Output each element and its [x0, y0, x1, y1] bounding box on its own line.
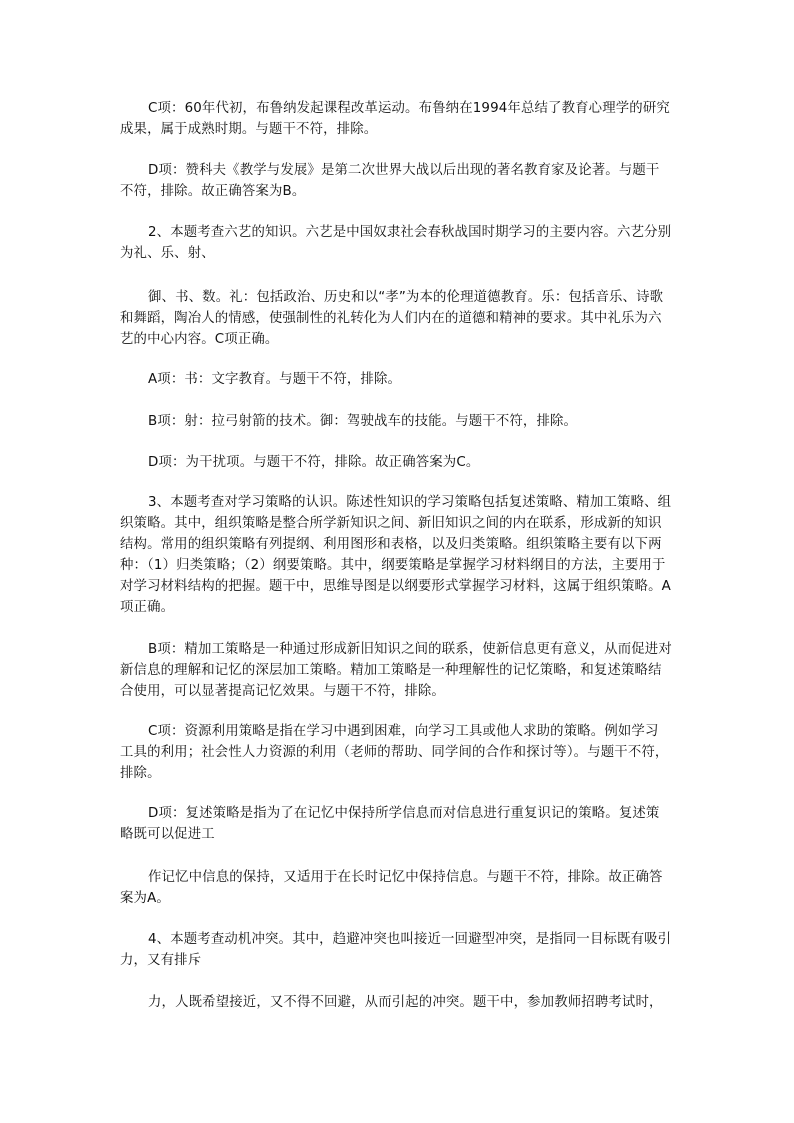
paragraph-6: B项：射：拉弓射箭的技术。御：驾驶战车的技能。与题干不符，排除。 [148, 414, 578, 429]
paragraph-7: D项：为干扰项。与题干不符，排除。故正确答案为C。 [148, 455, 480, 470]
paragraph-8: 3、本题考查对学习策略的认识。陈述性知识的学习策略包括复述策略、精加工策略、组织策略。其中，组织策略是整合所学新知识之间、新旧知识之间的内在联系，形成新的知识结构。常用的组织策略有列提纲、利用图形和表格，以及归类策略。组织策略主要有以下两种：（1）归类策略；（2）纲要策略。其中，纲要策略是掌握学习材料纲目的方法，主要用于对学习材料结构的把握。题干中，思维导图是以纲要形式掌握学习材料，这属于组织策略。A项正确。 [120, 495, 672, 615]
paragraph-9: B项：精加工策略是一种通过形成新旧知识之间的联系，使新信息更有意义，从而促进对新信息的理解和记忆的深层加工策略。精加工策略是一种理解性的记忆策略，和复述策略结合使用，可以显著提高记忆效果。与题干不符，排除。 [120, 642, 672, 699]
paragraph-13: 4、本题考查动机冲突。其中，趋避冲突也叫接近一回避型冲突，是指同一目标既有吸引力，又有排斥 [120, 932, 672, 968]
paragraph-1: C项：60年代初，布鲁纳发起课程改革运动。布鲁纳在1994年总结了教育心理学的研究成果，属于成熟时期。与题干不符，排除。 [120, 101, 670, 137]
paragraph-14: 力，人既希望接近，又不得不回避，从而引起的冲突。题干中，参加教师招聘考试时， [148, 995, 663, 1010]
paragraph-12: 作记忆中信息的保持，又适用于在长时记忆中保持信息。与题干不符，排除。故正确答案为A。 [120, 870, 663, 906]
paragraph-5: A项：书：文字教育。与题干不符，排除。 [148, 372, 402, 387]
paragraph-3: 2、本题考查六艺的知识。六艺是中国奴隶社会春秋战国时期学习的主要内容。六艺分别为礼、乐、射、 [120, 225, 672, 261]
paragraph-11: D项：复述策略是指为了在记忆中保持所学信息而对信息进行重复识记的策略。复述策略既可以促进工 [120, 806, 660, 842]
paragraph-2: D项：赞科夫《教学与发展》是第二次世界大战以后出现的著名教育家及论著。与题干不符，排除。故正确答案为B。 [120, 163, 660, 199]
paragraph-4: 御、书、数。礼：包括政治、历史和以“孝”为本的伦理道德教育。乐：包括音乐、诗歌和舞蹈，陶冶人的情感，使强制性的礼转化为人们内在的道德和精神的要求。其中礼乐为六艺的中心内容。C项正确。 [120, 290, 664, 347]
paragraph-10: C项：资源利用策略是指在学习中遇到困难，向学习工具或他人求助的策略。例如学习工具的利用；社会性人力资源的利用（老师的帮助、同学间的合作和探讨等）。与题干不符，排除。 [120, 724, 669, 781]
